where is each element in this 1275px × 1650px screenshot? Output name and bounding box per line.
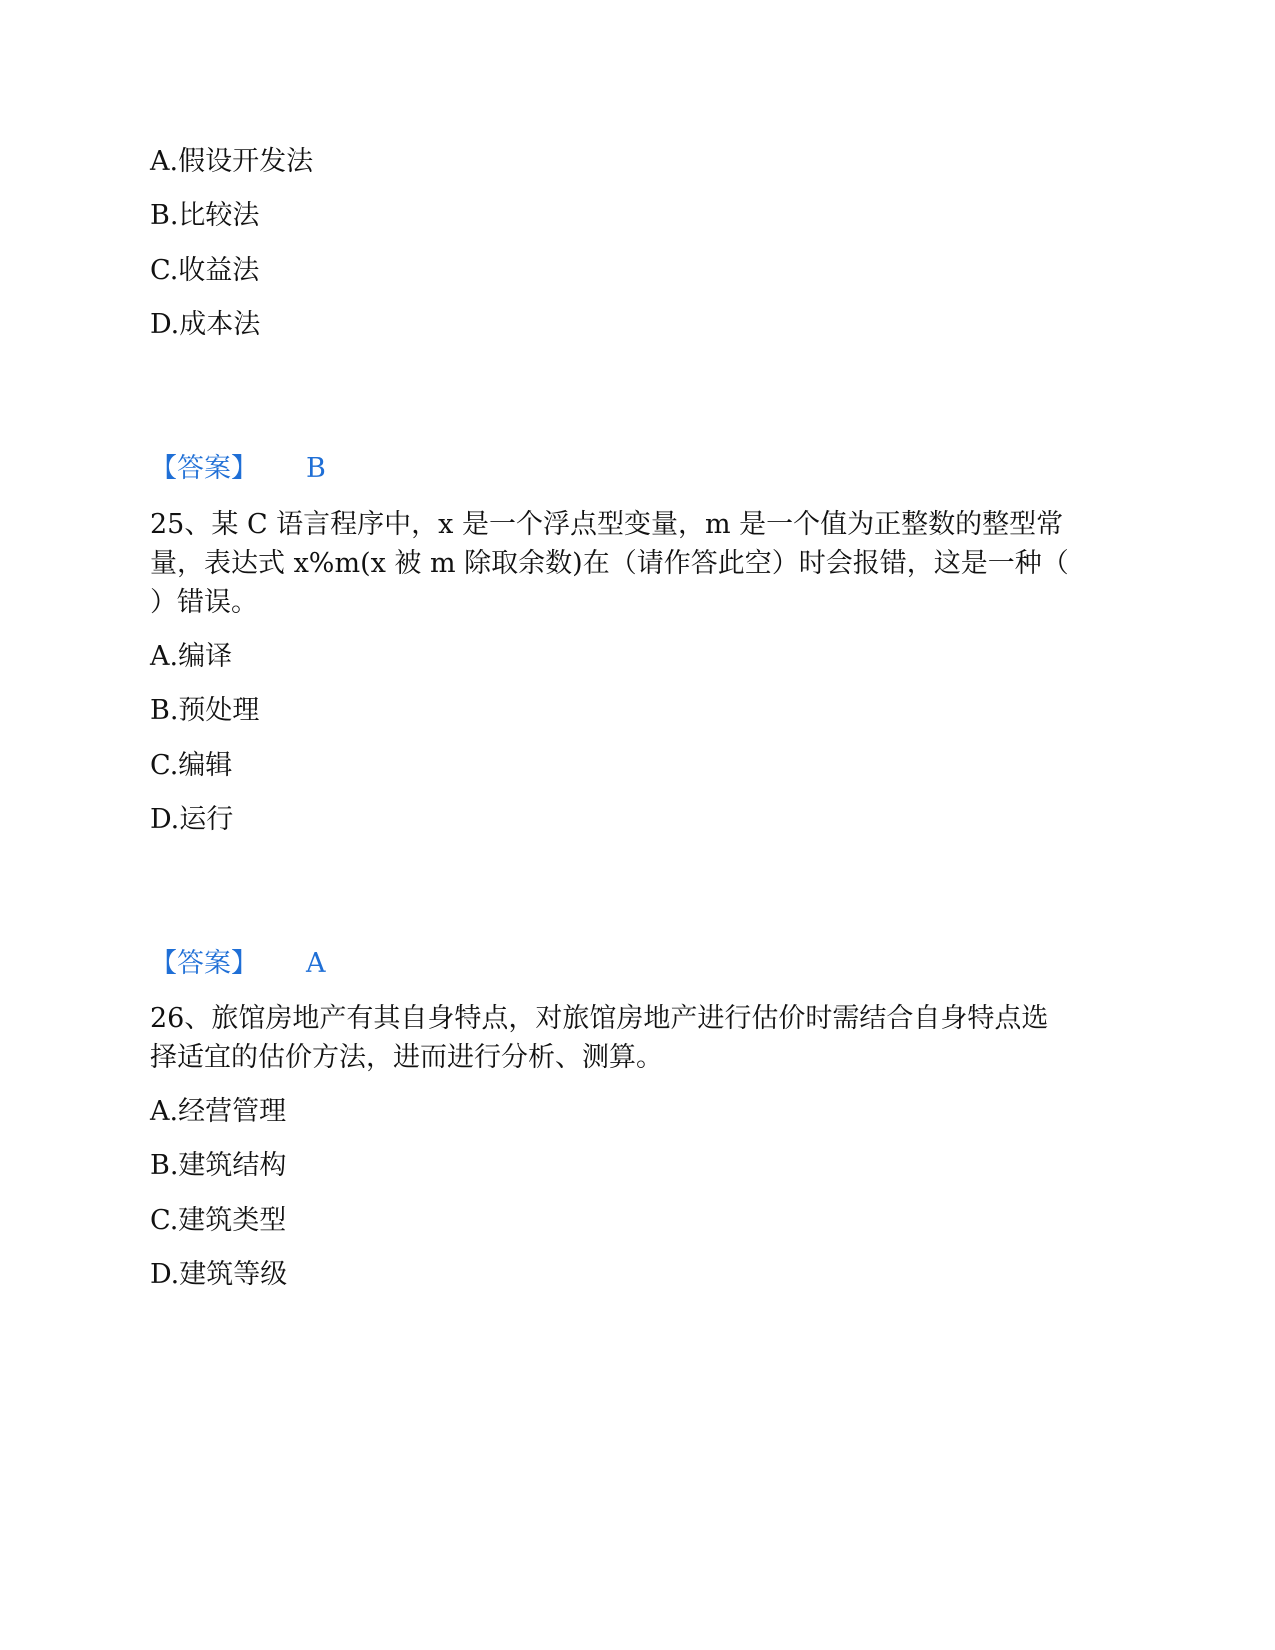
q25-option-c: C.编辑 — [150, 750, 233, 781]
question-26-line-1: 26、旅馆房地产有其自身特点，对旅馆房地产进行估价时需结合自身特点选 — [150, 1003, 1049, 1034]
q26-option-d: D.建筑等级 — [150, 1259, 288, 1290]
q25-option-a: A.编译 — [150, 641, 233, 672]
option-a: A.假设开发法 — [150, 146, 314, 177]
q25-option-b: B.预处理 — [150, 695, 260, 726]
q25-answer-row — [150, 944, 326, 984]
option-d: D.成本法 — [150, 309, 261, 340]
q25-option-d: D.运行 — [150, 804, 234, 835]
question-25-line-2: 量，表达式 x%m(x 被 m 除取余数)在（请作答此空）时会报错，这是一种（ — [150, 548, 1069, 579]
q25-answer-value: A — [306, 948, 326, 979]
q25-answer-label: 【答案】 — [150, 948, 258, 979]
q26-option-b: B.建筑结构 — [150, 1150, 287, 1181]
q26-option-c: C.建筑类型 — [150, 1205, 287, 1236]
answer-row — [150, 449, 326, 489]
question-25-line-3: ）错误。 — [150, 587, 258, 618]
answer-value: B — [306, 453, 326, 484]
option-b: B.比较法 — [150, 200, 260, 231]
question-26-line-2: 择适宜的估价方法，进而进行分析、测算。 — [150, 1042, 663, 1073]
option-c: C.收益法 — [150, 255, 260, 286]
answer-label: 【答案】 — [150, 453, 258, 484]
question-25-line-1: 25、某 C 语言程序中，x 是一个浮点型变量，m 是一个值为正整数的整型常 — [150, 509, 1064, 540]
q26-option-a: A.经营管理 — [150, 1096, 287, 1127]
